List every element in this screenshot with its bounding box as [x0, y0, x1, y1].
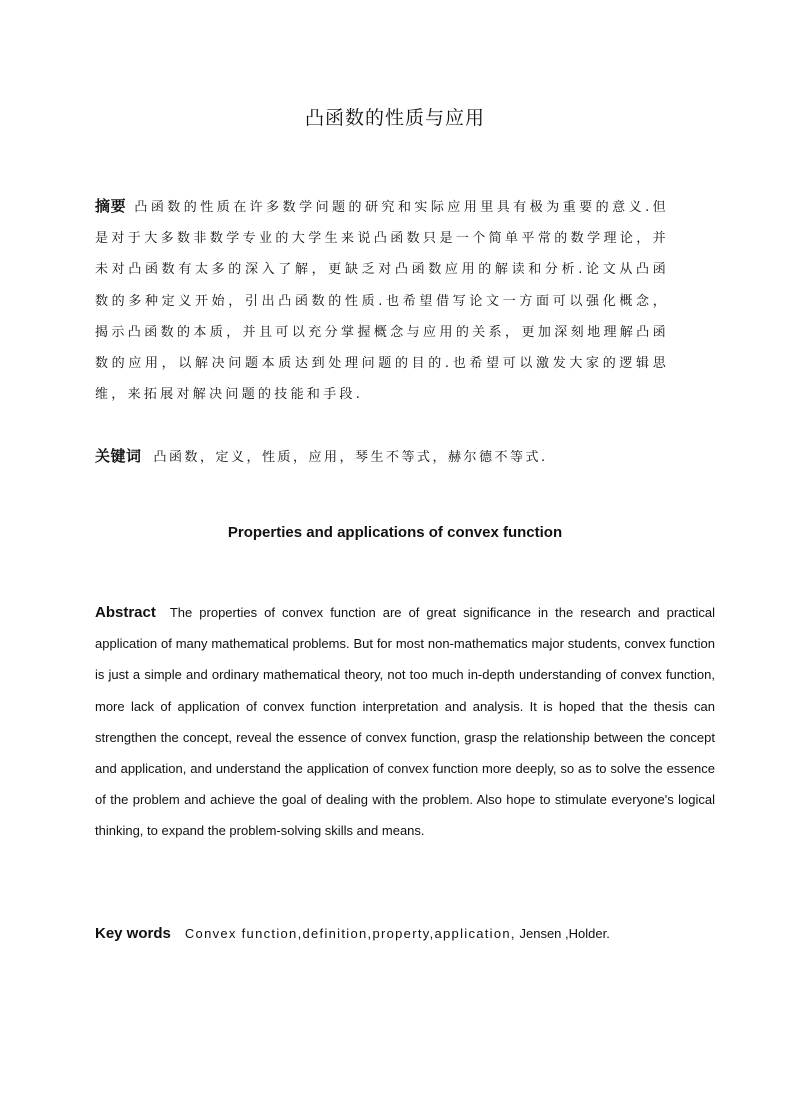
english-keywords-tail: Jensen ,Holder.	[519, 926, 610, 941]
chinese-keywords-label: 关键词	[95, 447, 142, 465]
english-keywords-label: Key words	[95, 925, 171, 942]
chinese-abstract-label: 摘要	[95, 197, 127, 215]
english-abstract	[95, 597, 715, 847]
english-title: Properties and applications of convex function	[227, 524, 563, 541]
english-abstract-text: The properties of convex function are of great significance in the research and practical application of many mathematical problems. But for most non-mathematics major students, convex function is just a simple and ordinary mathematical theory, not too much in-depth understanding of convex function, more lack of application of convex function interpretation and analysis. It is hoped that the thesis can strengthen the concept, reveal the essence of convex function, grasp the relationship between the concept and application, and understand the application of convex function more deeply, so as to solve the essence of the problem and achieve the goal of dealing with the problem. Also hope to stimulate everyone's logical thinking, to expand the problem-solving skills and means.	[95, 605, 715, 839]
chinese-abstract	[95, 191, 669, 410]
chinese-abstract-text: 凸函数的性质在许多数学问题的研究和实际应用里具有极为重要的意义.但是对于大多数非数学专业的大学生来说凸函数只是一个简单平常的数学理论，并未对凸函数有太多的深入了解，更缺乏对凸函数应用的解读和分析.论文从凸函数的多种定义开始，引出凸函数的性质.也希望借写论文一方面可以强化概念，揭示凸函数的本质，并且可以充分掌握概念与应用的关系，更加深刻地理解凸函数的应用，以解决问题本质达到处理问题的目的.也希望可以激发大家的逻辑思维，来拓展对解决问题的技能和手段.	[95, 200, 669, 403]
english-keywords	[95, 921, 715, 947]
chinese-keywords	[95, 442, 715, 472]
english-keywords-text: Convex function,definition,property,application,	[184, 926, 516, 941]
chinese-title: 凸函数的性质与应用	[304, 107, 485, 129]
english-abstract-label: Abstract	[95, 604, 156, 621]
chinese-keywords-text: 凸函数，定义，性质，应用，琴生不等式，赫尔德不等式.	[153, 450, 548, 465]
